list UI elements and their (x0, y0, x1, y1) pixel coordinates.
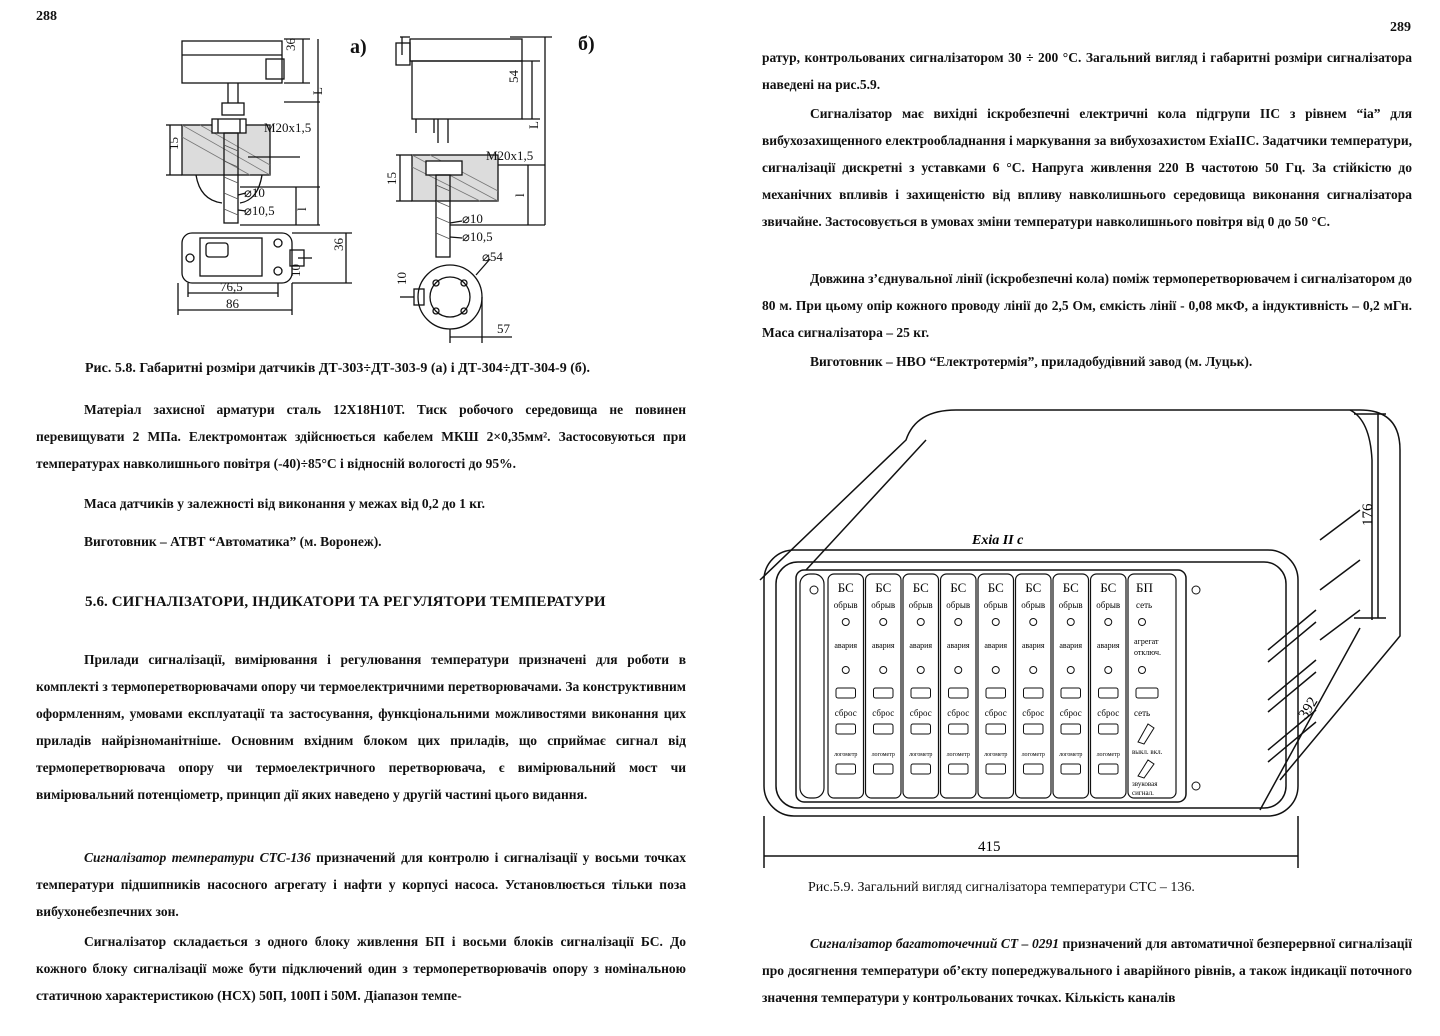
label-obryv: обрыв (1058, 600, 1083, 610)
label-avaria: авария (834, 641, 858, 650)
bp-label-set2: сеть (1134, 708, 1151, 718)
lamp-obryv (992, 619, 999, 626)
right-para-3: Довжина з’єднувальної лінії (іскробезпечні кола) поміж термоперетворювачем і сигналізатором до 80 м. При цьому опір кожного проводу лінії до 2,5 Ом, ємкість лінії - 0,08 мкФ, а індуктивність – 0,2 мГн. Маса сигналізатора – 25 кг. (762, 271, 1412, 340)
bp-label-zvuk: звуковая (1132, 780, 1158, 788)
bs-module (828, 574, 864, 798)
lamp-obryv (917, 619, 924, 626)
module-title: БС (987, 580, 1004, 595)
module-title: БС (912, 580, 929, 595)
logometr-button[interactable] (1061, 764, 1081, 774)
right-bottom-italic: Сигналізатор багатоточечний СТ – 0291 (810, 936, 1059, 951)
lamp-avaria (880, 667, 887, 674)
dim-415: 415 (978, 839, 1001, 855)
bs-module (1053, 574, 1089, 798)
label-sbros: сброс (984, 708, 1007, 718)
setpoint-button[interactable] (911, 688, 931, 698)
lamp-obryv (880, 619, 887, 626)
dim-a-10: 10 (288, 264, 303, 277)
bp-label-otkl: отключ. (1134, 648, 1161, 657)
label-obryv: обрыв (946, 600, 971, 610)
dim-b-phi54: ⌀54 (482, 249, 503, 264)
module-title: БС (875, 580, 892, 595)
right-page (720, 0, 1440, 1036)
setpoint-button[interactable] (836, 688, 856, 698)
reset-button[interactable] (911, 724, 931, 734)
dim-a-765: 76,5 (220, 279, 243, 294)
left-para-1: Матеріал захисної арматури сталь 12Х18Н10Т. Тиск робочого середовища не повинен перевищувати 2 МПа. Електромонтаж здійснюється кабелем МКШ 2×0,35мм². Застосовуються при температурах навколишнього повітря (-40)÷85°С і відносній вологості до 95%. (36, 402, 686, 471)
lamp-avaria (1030, 667, 1037, 674)
bp-title: БП (1136, 580, 1153, 595)
bp-lamp-set (1139, 619, 1146, 626)
lamp-avaria (1105, 667, 1112, 674)
left-body-2 (36, 844, 686, 925)
label-obryv: обрыв (908, 600, 933, 610)
label-sbros: сброс (1059, 708, 1082, 718)
bs-module (941, 574, 977, 798)
logometr-button[interactable] (1024, 764, 1044, 774)
bp-label-vykl: выкл. вкл. (1132, 748, 1163, 756)
left-body-2-italic: Сигналізатор температури СТС-136 (84, 850, 311, 865)
bp-label-set: сеть (1136, 600, 1153, 610)
logometr-button[interactable] (911, 764, 931, 774)
module-title: БС (1100, 580, 1117, 595)
right-bottom-para (762, 930, 1412, 1011)
setpoint-button[interactable] (986, 688, 1006, 698)
label-sbros: сброс (872, 708, 895, 718)
label-logometr: логометр (1059, 752, 1083, 758)
dim-a-86: 86 (226, 296, 239, 311)
section-heading: 5.6. СИГНАЛІЗАТОРИ, ІНДИКАТОРИ ТА РЕГУЛЯТОРИ ТЕМПЕРАТУРИ (85, 594, 606, 610)
label-logometr: логометр (909, 752, 933, 758)
lamp-avaria (842, 667, 849, 674)
label-obryv: обрыв (871, 600, 896, 610)
dim-b-15: 15 (384, 172, 399, 185)
label-obryv: обрыв (833, 600, 858, 610)
left-para-3: Виготовник – АТВТ “Автоматика” (м. Воронеж). (84, 534, 382, 549)
label-a: а) (350, 36, 367, 58)
label-sbros: сброс (909, 708, 932, 718)
right-bottom-rest: призначений для автоматичної безперервної сигналізації про досягнення температури об’єкту попереджувального і аварійного рівнів, а також індикації поточного значення температури у контрольованих точках. Кількість каналів (762, 936, 1412, 1005)
lamp-avaria (1067, 667, 1074, 674)
dim-b-L: L (526, 121, 541, 129)
figure-5-8 (0, 25, 720, 375)
left-body-1: Прилади сигналізації, вимірювання і регулювання температури призначені для роботи в комплекті з термоперетворювачами опору чи термоелектричними перетворювачами. За конструктивним оформленням, умовами експлуатації та застосування, функціональними можливостями виконання цих приладів найрізноманітніше. Основним вхідним блоком цих приладів, що сприймає сигнал від термоперетворювача опору чи термоелектричного перетворювача, є вимірювальний мост чи вимірювальний потенціометр, принцип дії яких наведено у другій частині цього видання. (36, 652, 686, 802)
logometr-button[interactable] (949, 764, 969, 774)
lamp-avaria (992, 667, 999, 674)
lamp-obryv (955, 619, 962, 626)
bp-module (1128, 574, 1176, 798)
bp-lamp-agregat (1139, 667, 1146, 674)
module-title: БС (1025, 580, 1042, 595)
label-avaria: авария (1096, 641, 1120, 650)
reset-button[interactable] (836, 724, 856, 734)
dim-b-phi105: ⌀10,5 (462, 229, 493, 244)
bs-module (1091, 574, 1127, 798)
left-para-2: Маса датчиків у залежності від виконання у межах від 0,2 до 1 кг. (84, 496, 486, 511)
logometr-button[interactable] (1099, 764, 1119, 774)
lamp-obryv (842, 619, 849, 626)
setpoint-button[interactable] (874, 688, 894, 698)
page-number-left: 288 (36, 9, 57, 24)
dim-b-l: l (512, 193, 527, 197)
label-logometr: логометр (1096, 752, 1120, 758)
dim-a-phi10: ⌀10 (244, 185, 265, 200)
bs-module (903, 574, 939, 798)
setpoint-button[interactable] (949, 688, 969, 698)
dim-a-36: 36 (283, 38, 298, 51)
label-avaria: авария (984, 641, 1008, 650)
reset-button[interactable] (1099, 724, 1119, 734)
dim-392: 392 (1295, 694, 1322, 723)
reset-button[interactable] (874, 724, 894, 734)
label-avaria: авария (1059, 641, 1083, 650)
label-logometr: логометр (834, 752, 858, 758)
bp-label-agregat: агрегат (1134, 637, 1159, 646)
dim-a-m20: M20x1,5 (264, 120, 312, 135)
label-obryv: обрыв (1096, 600, 1121, 610)
setpoint-button[interactable] (1099, 688, 1119, 698)
module-title: БС (950, 580, 967, 595)
dim-a-15: 15 (166, 137, 181, 150)
right-para-4: Виготовник – НВО “Електротермія”, приладобудівний завод (м. Луцьк). (810, 354, 1253, 369)
setpoint-button[interactable] (1024, 688, 1044, 698)
setpoint-button[interactable] (1061, 688, 1081, 698)
dim-a-36b: 36 (331, 238, 346, 251)
left-body-2-rest: призначений для контролю і сигналізації у восьми точках температури підшипників насосного агрегату і нафти у корпусі насоса. Установлюється тільки поза вибухонебезпечних зон. (36, 850, 686, 919)
dim-a-l: l (294, 207, 309, 211)
label-logometr: логометр (1021, 752, 1045, 758)
figure-5-8-caption: Рис. 5.8. Габаритні розміри датчиків ДТ-303÷ДТ-303-9 (а) і ДТ-304÷ДТ-304-9 (б). (85, 361, 591, 376)
dim-176: 176 (1360, 503, 1376, 526)
dim-b-57: 57 (497, 321, 510, 336)
lamp-obryv (1105, 619, 1112, 626)
page-number-right: 289 (1390, 20, 1411, 35)
dim-b-m20: M20x1,5 (486, 148, 534, 163)
label-logometr: логометр (984, 752, 1008, 758)
left-body-3: Сигналізатор складається з одного блоку живлення БП і восьми блоків сигналізації БС. До кожного блоку сигналізації може бути підключений один з термоперетворювачів опору з номінальною статичною характеристикою (НСХ) 50П, 100П і 50М. Діапазон темпе- (36, 934, 686, 1003)
bp-label-signal: сигнал. (1132, 789, 1154, 797)
label-b: б) (578, 33, 595, 55)
figure-5-9 (720, 400, 1440, 880)
lamp-avaria (917, 667, 924, 674)
label-avaria: авария (1021, 641, 1045, 650)
reset-button[interactable] (1061, 724, 1081, 734)
label-sbros: сброс (1022, 708, 1045, 718)
figure-5-9-caption: Рис.5.9. Загальний вигляд сигналізатора температури СТС – 136. (808, 880, 1195, 895)
reset-button[interactable] (949, 724, 969, 734)
lamp-obryv (1067, 619, 1074, 626)
dim-b-phi10: ⌀10 (462, 211, 483, 226)
module-title: БС (837, 580, 854, 595)
label-logometr: логометр (946, 752, 970, 758)
bs-module (1016, 574, 1052, 798)
dim-a-phi105: ⌀10,5 (244, 203, 275, 218)
label-avaria: авария (871, 641, 895, 650)
logometr-button[interactable] (986, 764, 1006, 774)
lamp-avaria (955, 667, 962, 674)
bp-button[interactable] (1136, 688, 1158, 698)
reset-button[interactable] (1024, 724, 1044, 734)
logometr-button[interactable] (836, 764, 856, 774)
label-obryv: обрыв (1021, 600, 1046, 610)
label-sbros: сброс (1097, 708, 1120, 718)
module-title: БС (1062, 580, 1079, 595)
bs-module (978, 574, 1014, 798)
label-sbros: сброс (947, 708, 970, 718)
bs-module (866, 574, 902, 798)
label-sbros: сброс (834, 708, 857, 718)
label-avaria: авария (909, 641, 933, 650)
label-avaria: авария (946, 641, 970, 650)
right-para-1: ратур, контрольованих сигналізатором 30 ÷ 200 °С. Загальний вигляд і габаритні розміри сигналізатора наведені на рис.5.9. (762, 50, 1412, 92)
dim-b-10: 10 (394, 272, 409, 285)
reset-button[interactable] (986, 724, 1006, 734)
right-para-2: Сигналізатор має вихідні іскробезпечні електричні кола підгрупи IIС з рівнем “іа” для вибухозахищенного електрообладнання і маркування за вибухозахистом ExiaIIC. Задатчики температури, сигналізації дискретні з уставками 6 °С. Напруга живлення 220 В частотою 50 Гц. За стійкістю до механічних впливів і захищеністю від впливу навколишнього середовища виконання сигналізатора звичайне. Застосовується в умовах зміни температури навколишнього повітря від 0 до 50 °С. (762, 106, 1412, 229)
lamp-obryv (1030, 619, 1037, 626)
dim-b-54: 54 (506, 70, 521, 83)
logometr-button[interactable] (874, 764, 894, 774)
label-obryv: обрыв (983, 600, 1008, 610)
dim-a-L: L (310, 87, 325, 95)
exia-label: Exia II c (972, 533, 1024, 548)
label-logometr: логометр (871, 752, 895, 758)
